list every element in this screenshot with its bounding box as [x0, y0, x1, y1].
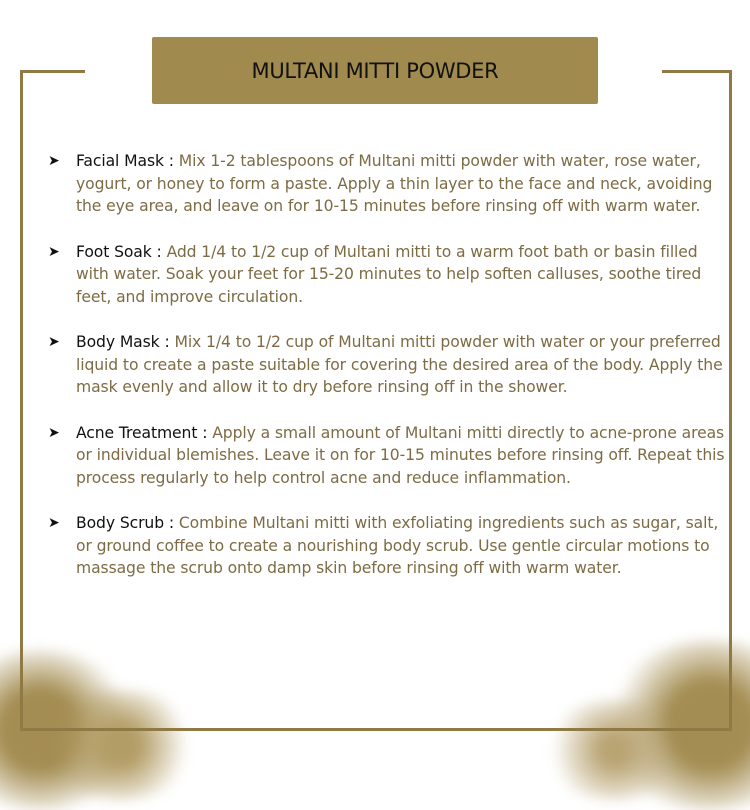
item-text: Add 1/4 to 1/2 cup of Multani mitti to a warm foot bath or basin filled with water. Soak your feet for 15-20 minutes to help soften calluses, soothe tired feet, and improve circulation.: [76, 242, 702, 306]
usage-list: [46, 150, 726, 603]
frame-top-right: [662, 70, 729, 73]
title-banner: [152, 37, 598, 104]
list-item: [46, 331, 726, 399]
list-item: [46, 512, 726, 580]
arrowhead-right-icon: ➤: [48, 153, 60, 169]
item-text: Mix 1-2 tablespoons of Multani mitti powder with water, rose water, yogurt, or honey to form a paste. Apply a thin layer to the face and neck, avoiding the eye area, and leave on for 10-15 minutes before rinsing off with warm water.: [76, 152, 713, 215]
item-text: Mix 1/4 to 1/2 cup of Multani mitti powder with water or your preferred liquid to create a paste suitable for covering the desired area of the body. Apply the mask evenly and allow it to dry before rinsing off in the shower.: [76, 333, 723, 396]
arrowhead-right-icon: ➤: [48, 515, 60, 531]
item-label: Body Scrub :: [76, 514, 174, 532]
list-item: [46, 241, 726, 309]
frame-top-left: [20, 70, 85, 73]
item-label: Body Mask :: [76, 333, 170, 351]
item-label: Acne Treatment :: [76, 423, 208, 442]
item-label: Facial Mask :: [76, 152, 174, 170]
page-title: MULTANI MITTI POWDER: [251, 58, 499, 83]
item-label: Foot Soak :: [76, 242, 162, 261]
list-item: [46, 150, 726, 218]
arrowhead-right-icon: ➤: [48, 243, 60, 260]
arrowhead-right-icon: ➤: [48, 334, 60, 350]
arrowhead-right-icon: ➤: [48, 424, 60, 441]
item-text: Apply a small amount of Multani mitti directly to acne-prone areas or individual blemishes. Leave it on for 10-15 minutes before rinsing off. Repeat this process regularly to help control acne and reduce inflammation.: [76, 423, 725, 487]
list-item: [46, 422, 726, 490]
item-text: Combine Multani mitti with exfoliating ingredients such as sugar, salt, or ground coffee to create a nourishing body scrub. Use gentle circular motions to massage the scrub onto damp skin before rinsing off with warm water.: [76, 514, 719, 577]
